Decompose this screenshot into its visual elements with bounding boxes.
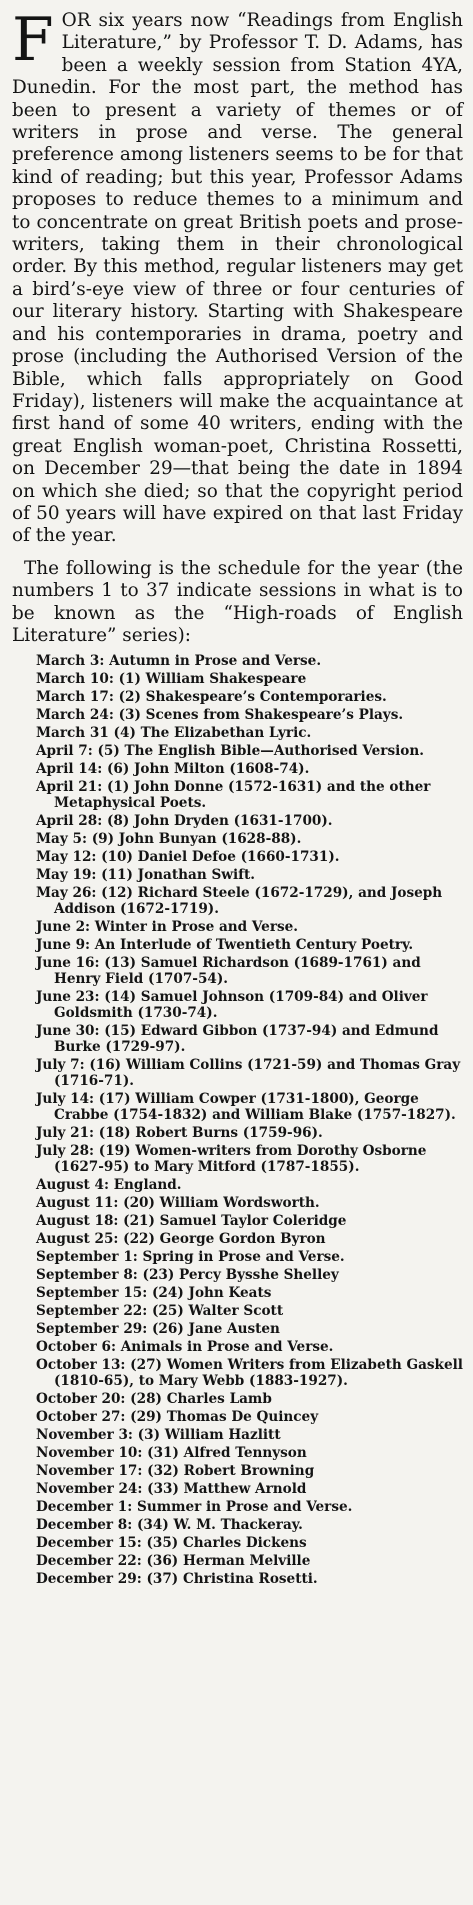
schedule-entry: August 4: England. bbox=[36, 1177, 182, 1194]
schedule-entry: July 21: (18) Robert Burns (1759-96). bbox=[36, 1125, 323, 1142]
schedule-entry: May 19: (11) Jonathan Swift. bbox=[36, 867, 255, 884]
schedule-entry: April 21: (1) John Donne (1572-1631) and the other Metaphysical Poets. bbox=[36, 779, 431, 812]
schedule-entry: December 8: (34) W. M. Thackeray. bbox=[36, 1517, 303, 1534]
schedule-entry: December 1: Summer in Prose and Verse. bbox=[36, 1499, 353, 1516]
schedule-entry: June 30: (15) Edward Gibbon (1737-94) and Edmund Burke (1729-97). bbox=[36, 1023, 439, 1056]
schedule-entry: April 28: (8) John Dryden (1631-1700). bbox=[36, 813, 333, 830]
schedule-entry: July 28: (19) Women-writers from Dorothy Osborne (1627-95) to Mary Mitford (1787-1855). bbox=[36, 1143, 427, 1176]
schedule-entry: April 14: (6) John Milton (1608-74). bbox=[36, 761, 310, 778]
schedule-entry: May 5: (9) John Bunyan (1628-88). bbox=[36, 831, 302, 848]
schedule-entry: October 27: (29) Thomas De Quincey bbox=[36, 1409, 319, 1426]
schedule-entry: July 14: (17) William Cowper (1731-1800), George Crabbe (1754-1832) and William Blake (1757-1827). bbox=[36, 1091, 456, 1124]
schedule-entry: November 3: (3) William Hazlitt bbox=[36, 1427, 281, 1444]
schedule-entry: September 1: Spring in Prose and Verse. bbox=[36, 1249, 345, 1266]
schedule-entry: September 22: (25) Walter Scott bbox=[36, 1303, 284, 1320]
schedule-entry: August 11: (20) William Wordsworth. bbox=[36, 1195, 320, 1212]
schedule-entry: August 18: (21) Samuel Taylor Coleridge bbox=[36, 1213, 347, 1230]
schedule-entry: December 22: (36) Herman Melville bbox=[36, 1553, 311, 1570]
schedule-entry: September 8: (23) Percy Bysshe Shelley bbox=[36, 1267, 339, 1284]
schedule-entry: June 16: (13) Samuel Richardson (1689-1761) and Henry Field (1707-54). bbox=[36, 955, 421, 988]
schedule-entry: June 23: (14) Samuel Johnson (1709-84) and Oliver Goldsmith (1730-74). bbox=[36, 989, 428, 1022]
schedule-entry: October 20: (28) Charles Lamb bbox=[36, 1391, 272, 1408]
schedule-entry: December 15: (35) Charles Dickens bbox=[36, 1535, 307, 1552]
schedule-entry: June 9: An Interlude of Twentieth Century Poetry. bbox=[36, 937, 414, 954]
schedule-entry: October 6: Animals in Prose and Verse. bbox=[36, 1339, 334, 1356]
drop-cap: F bbox=[12, 5, 54, 75]
schedule-intro-paragraph: The following is the schedule for the year (the numbers 1 to 37 indicate sessions in what is to be known as the “High-roads of English Literature” series): bbox=[12, 557, 463, 646]
schedule-entry: March 24: (3) Scenes from Shakespeare’s Plays. bbox=[36, 707, 404, 724]
schedule-entry: November 24: (33) Matthew Arnold bbox=[36, 1481, 307, 1498]
schedule-entry: March 10: (1) William Shakespeare bbox=[36, 671, 307, 688]
schedule-entry: December 29: (37) Christina Rosetti. bbox=[36, 1571, 318, 1588]
schedule-entry: May 26: (12) Richard Steele (1672-1729), and Joseph Addison (1672-1719). bbox=[36, 885, 443, 918]
schedule-entry: June 2: Winter in Prose and Verse. bbox=[36, 919, 299, 936]
intro-paragraph bbox=[12, 5, 463, 548]
schedule-list bbox=[12, 653, 463, 1587]
schedule-entry: March 31 (4) The Elizabethan Lyric. bbox=[36, 725, 312, 742]
schedule-entry: April 7: (5) The English Bible—Authorised Version. bbox=[36, 743, 424, 760]
schedule-entry: September 29: (26) Jane Austen bbox=[36, 1321, 280, 1338]
schedule-entry: March 17: (2) Shakespeare’s Contemporaries. bbox=[36, 689, 387, 706]
schedule-entry: November 10: (31) Alfred Tennyson bbox=[36, 1445, 307, 1462]
schedule-entry: July 7: (16) William Collins (1721-59) and Thomas Gray (1716-71). bbox=[36, 1057, 461, 1090]
schedule-entry: May 12: (10) Daniel Defoe (1660-1731). bbox=[36, 849, 340, 866]
schedule-entry: October 13: (27) Women Writers from Elizabeth Gaskell (1810-65), to Mary Webb (1883-1927). bbox=[36, 1357, 463, 1390]
schedule-entry: November 17: (32) Robert Browning bbox=[36, 1463, 315, 1480]
schedule-entry: March 3: Autumn in Prose and Verse. bbox=[36, 653, 322, 670]
schedule-entry: September 15: (24) John Keats bbox=[36, 1285, 272, 1302]
schedule-entry: August 25: (22) George Gordon Byron bbox=[36, 1231, 326, 1248]
intro-text: OR six years now “Readings from English Literature,” by Professor T. D. Adams, has been a weekly session from Station 4YA, Dunedin. For the most part, the method has been to present a variety of themes or of writers in prose and verse. The general preference among listeners seems to be for that kind of reading; but this year, Professor Adams proposes to reduce themes to a minimum and to concentrate on great British poets and prose-writers, taking them in their chronological order. By this method, regular listeners may get a bird’s-eye view of three or four centuries of our literary history. Starting with Shakespeare and his contemporaries in drama, poetry and prose (including the Authorised Version of the Bible, which falls appropriately on Good Friday), listeners will make the acquaintance at first hand of some 40 writers, ending with the great English woman-poet, Christina Rossetti, on December 29—that being the date in 1894 on which she died; so that the copyright period of 50 years will have expired on that last Friday of the year. bbox=[12, 10, 463, 547]
